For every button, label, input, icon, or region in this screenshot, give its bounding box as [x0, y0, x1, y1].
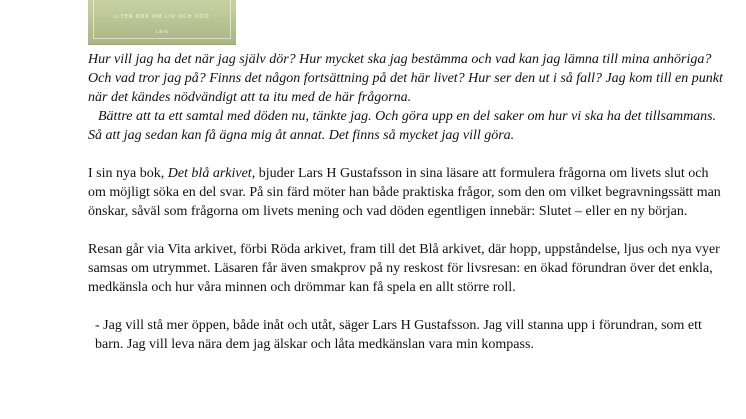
body-paragraph-3: - Jag vill stå mer öppen, både inåt och utåt, säger Lars H Gustafsson. Jag vill stanna upp i förundran, som ett barn. Jag vill leva nära dem jag älskar och låta medkänslan vara min kompass. [95, 318, 702, 352]
cover-subtitle: LITEN BOK OM LIV OCH DÖD [114, 14, 210, 20]
body-paragraph-2: Resan går via Vita arkivet, förbi Röda arkivet, fram till det Blå arkivet, där hopp, uppståndelse, ljus och nya vyer samsas om utrymmet. Läsaren får även smakprov på ny reskost för livsresan: en ökad förundran över det enkla, medkänsla och hur våra minnen och drömmar kan få spela en allt större roll. [88, 242, 720, 295]
cover-publisher: Libris [155, 30, 169, 35]
book-cover-image [88, 0, 236, 45]
article-content [88, 50, 728, 354]
book-title: Det blå arkivet [167, 166, 252, 181]
p1-before: I sin nya bok, [88, 166, 168, 181]
quote-paragraph-1: Hur vill jag ha det när jag själv dör? Hur mycket ska jag bestämma och vad kan jag lämna till mina anhöriga? Och vad tror jag på? Finns det någon fortsättning på det här livet? Hur ser den ut i så fall? Jag kom till en punkt när det kändes nödvändigt att ta itu med de här frågorna. [88, 52, 723, 105]
p1-after: , bjuder Lars H Gustafsson in sina läsare att formulera frågorna om livets slut och om möjligt söka en del svar. På sin färd möter han både praktiska frågor, som den om vilket begravningssätt man önskar, såväl som frågorna om livets mening och vad döden egentligen innebär: Slutet – eller en ny början. [88, 166, 721, 219]
quote-paragraph-2: Bättre att ta ett samtal med döden nu, tänkte jag. Och göra upp en del saker om hur vi ska ha det tillsammans. Så att jag sedan kan få ägna mig åt annat. Det finns så mycket jag vill göra. [88, 109, 717, 143]
body-paragraph-1 [88, 164, 728, 221]
intro-quote [88, 50, 728, 145]
